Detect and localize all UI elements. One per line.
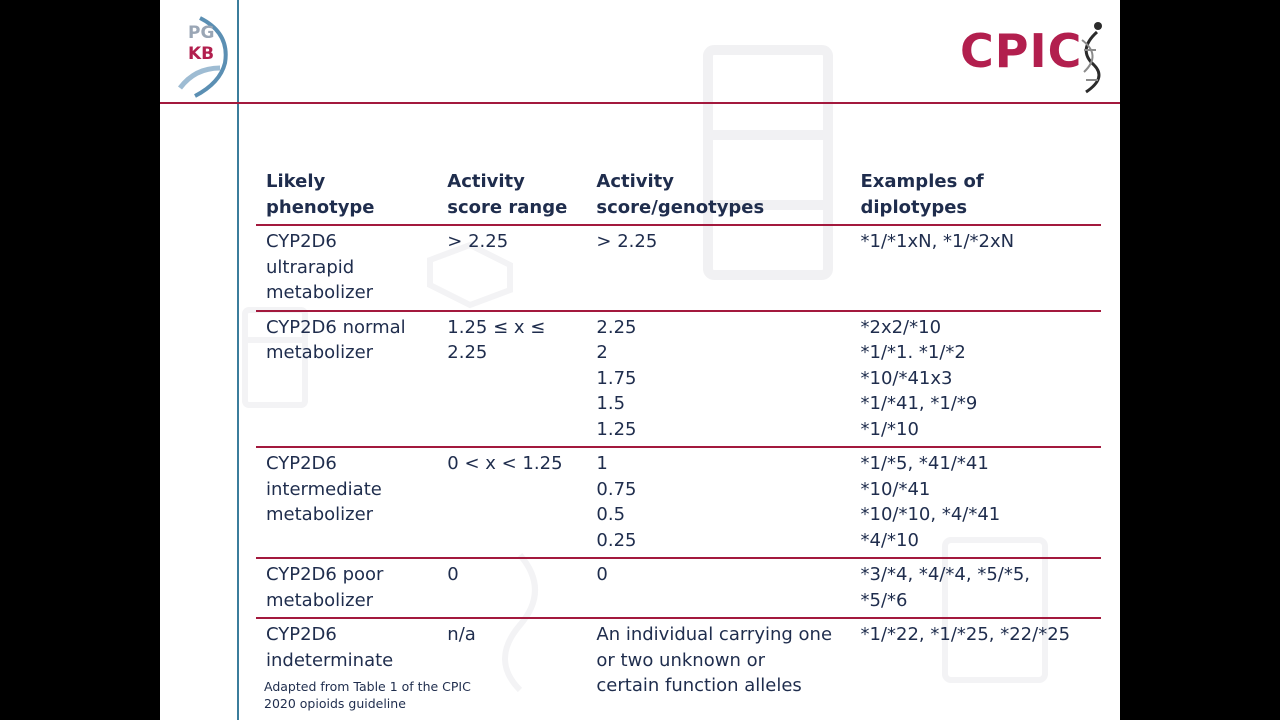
diplotypes-cell (851, 311, 1102, 448)
header-divider (160, 102, 1120, 104)
score-line: 1.75 (596, 367, 637, 389)
diplotype-line: *1/*1. *1/*2 (860, 342, 966, 363)
footnote-line: Adapted from Table 1 of the CPIC (264, 679, 471, 694)
diplotype-line: *10/*10, *4/*41 (860, 504, 1001, 525)
cpic-logo-text-a: CPIC (960, 24, 1083, 78)
header-examples-of-diplotypes: Examples of diplotypes (860, 171, 984, 218)
diplotype-line: *1/*1xN, *1/*2xN (860, 231, 1015, 252)
cyp2d6-phenotype-table (256, 168, 1101, 703)
score-line: 2.25 (596, 316, 637, 338)
table-row (256, 225, 1101, 311)
diplotype-line: *1/*41, *1/*9 (860, 393, 978, 414)
diplotype-line: *1/*22, *1/*25, *22/*25 (860, 624, 1071, 645)
diplotype-line: *10/*41x3 (860, 367, 953, 389)
scores-cell (586, 447, 850, 558)
scores-cell (586, 558, 850, 618)
range-cell: 0 < x < 1.25 (447, 453, 563, 474)
score-line: 1.25 (596, 418, 637, 440)
header-likely-phenotype: Likely phenotype (266, 171, 375, 218)
header-activity-score-genotypes: Activity score/genotypes (596, 171, 765, 218)
diplotype-line: *3/*4, *4/*4, *5/*5, (860, 564, 1031, 585)
score-line: 1.5 (596, 393, 626, 414)
pgkb-logo (170, 8, 232, 98)
slide (160, 0, 1120, 720)
phenotype-cell: CYP2D6 intermediate metabolizer (266, 453, 382, 525)
diplotype-line: *5/*6 (860, 589, 908, 611)
score-line: > 2.25 (596, 231, 658, 252)
scores-cell (586, 225, 850, 311)
table-row (256, 558, 1101, 618)
score-line: certain function alleles (596, 675, 802, 696)
phenotype-cell: CYP2D6 poor metabolizer (266, 564, 384, 611)
dna-helix-icon (1072, 20, 1108, 95)
score-line: 0.75 (596, 478, 637, 500)
diplotype-line: *1/*5, *41/*41 (860, 453, 989, 474)
score-line: 2 (596, 342, 608, 363)
diplotypes-cell (851, 447, 1102, 558)
score-line: 0 (596, 564, 608, 585)
vertical-divider (237, 0, 239, 720)
scores-cell (586, 618, 850, 703)
score-line: 1 (596, 453, 608, 474)
diplotypes-cell (851, 225, 1102, 311)
header-activity-score-range: Activity score range (447, 171, 568, 218)
cpic-logo-text (960, 24, 1083, 78)
diplotype-line: *10/*41 (860, 478, 931, 500)
score-line: 0.25 (596, 529, 637, 551)
range-cell: > 2.25 (447, 231, 509, 252)
range-cell: 1.25 ≤ x ≤ 2.25 (447, 316, 546, 363)
phenotype-cell: CYP2D6 normal metabolizer (266, 316, 406, 363)
footnote (264, 678, 471, 712)
phenotype-cell: CYP2D6 ultrarapid metabolizer (266, 231, 374, 303)
phenotype-cell: CYP2D6 indeterminate (266, 624, 394, 671)
range-cell: 0 (447, 564, 459, 585)
score-line: or two unknown or (596, 649, 765, 671)
footnote-line: 2020 opioids guideline (264, 696, 406, 711)
cpic-logo (960, 20, 1110, 98)
diplotype-line: *2x2/*10 (860, 316, 942, 338)
diplotypes-cell (851, 618, 1102, 703)
scores-cell (586, 311, 850, 448)
score-line: An individual carrying one (596, 624, 833, 645)
score-line: 0.5 (596, 504, 626, 525)
pgkb-logo-text-top: PG (188, 23, 215, 43)
table-row (256, 311, 1101, 448)
pgkb-logo-text-bottom: KB (188, 44, 215, 64)
diplotype-line: *4/*10 (860, 529, 919, 551)
table-header-row (256, 168, 1101, 225)
diplotype-line: *1/*10 (860, 418, 919, 440)
diplotypes-cell (851, 558, 1102, 618)
range-cell: n/a (447, 624, 476, 645)
table-row (256, 447, 1101, 558)
